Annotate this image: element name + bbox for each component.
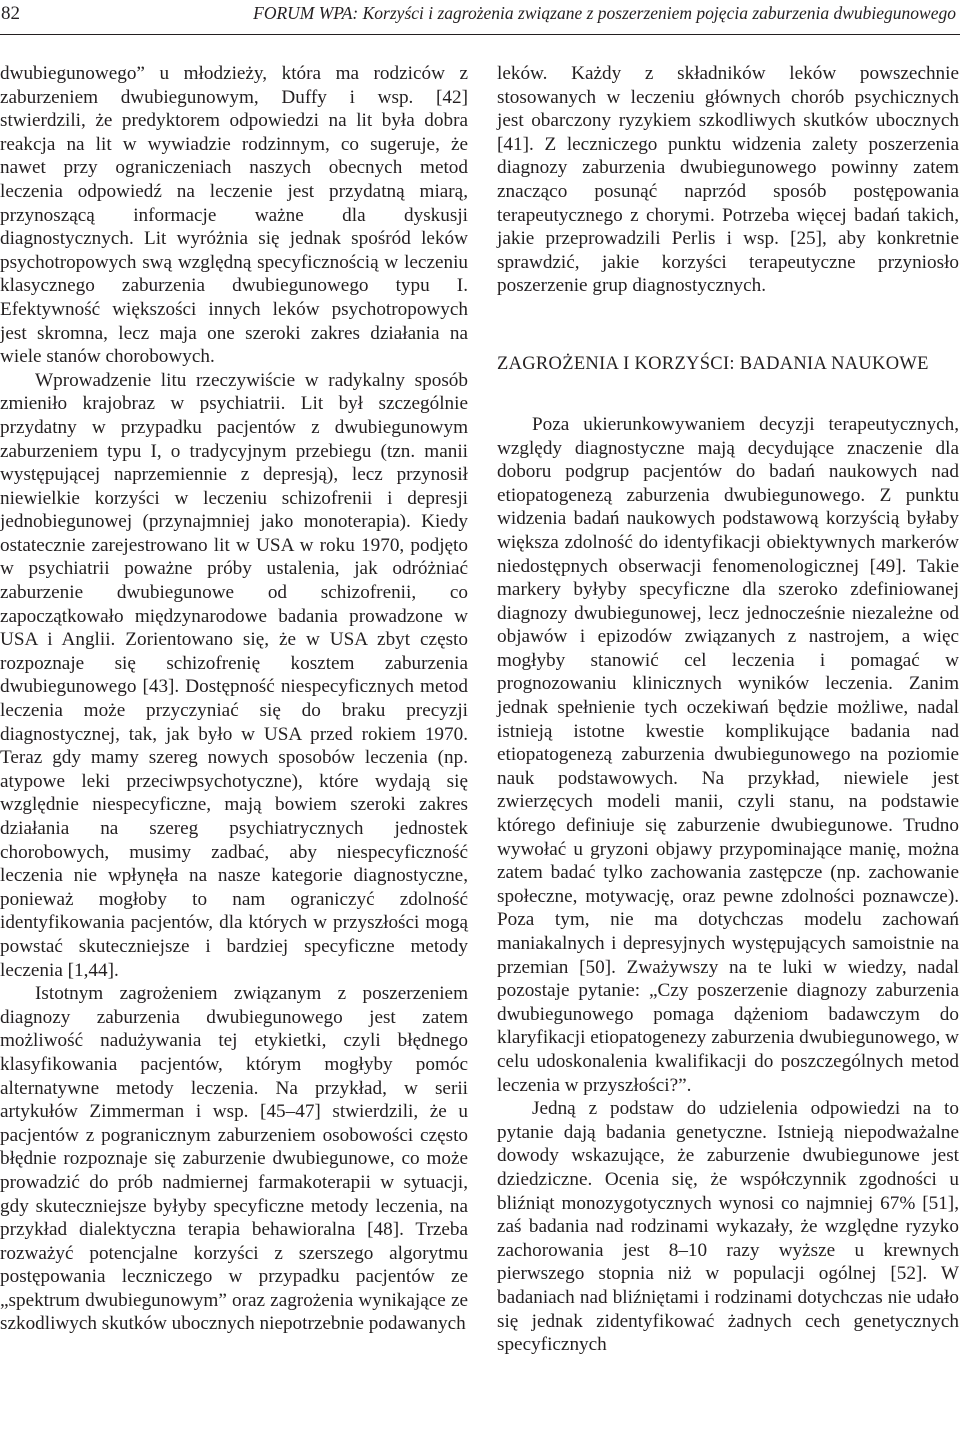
left-column bbox=[0, 62, 468, 1336]
paragraph: Istotnym zagrożeniem związanym z poszerzeniem diagnozy zaburzenia dwubiegunowego jest zatem możliwość nadużywania tej etykietki, czyli błędnego klasyfikowania pacjentów, którym mogłyby pomóc alternatywne metody leczenia. Na przykład, w serii artykułów Zimmerman i wsp. [45–47] stwierdzili, że u pacjentów z pogranicznym zaburzeniem osobowości często błędnie rozpoznaje się zaburzenie dwubiegunowe, co może prowadzić do prób nadmiernej farmakoterapii w sytuacji, gdy skuteczniejsze byłyby specyficzne metody leczenia, na przykład dialektyczna terapia behawioralna [48]. Trzeba rozważyć potencjalne korzyści z szerszego algorytmu postępowania leczniczego w przypadku pacjentów ze „spektrum dwubiegunowym” oraz zagrożenia wynikające ze szkodliwych skutków ubocznych niepotrzebnie podawanych bbox=[0, 983, 468, 1335]
paragraph: Jedną z podstaw do udzielenia odpowiedzi na to pytanie dają badania genetyczne. Istnieją niepodważalne dowody wskazujące, że zaburzenie dwubiegunowe jest dziedziczne. Ocenia się, że współczynnik zgodności u bliźniąt monozygotycznych wynosi co najmniej 67% [51], zaś badania nad rodzinami wykazały, że względne ryzyko zachorowania jest 8–10 razy wyższe u krewnych pierwszego stopnia niż w populacji ogólnej [52]. W badaniach nad bliźniętami i rodzinami dotychczas nie udało się jednak zidentyfikować żadnych cech genetycznych specyficznych bbox=[497, 1098, 959, 1356]
page-number: 82 bbox=[1, 3, 20, 24]
paragraph: leków. Każdy z składników leków powszechnie stosowanych w leczeniu głównych chorób psychicznych jest obarczony ryzykiem szkodliwych skutków ubocznych [41]. Z leczniczego punktu widzenia zalety poszerzenia diagnozy zaburzenia dwubiegunowego powinny zatem znacząco posunąć naprzód sposób postępowania terapeutycznego z chorymi. Potrzeba więcej badań takich, jakie przeprowadzili Perlis i wsp. [25], aby konkretnie sprawdzić, jakie korzyści terapeutyczne przyniosło poszerzenie grup diagnostycznych. bbox=[497, 63, 959, 297]
right-column bbox=[497, 62, 959, 1357]
running-title: FORUM WPA: Korzyści i zagrożenia związane z poszerzeniem pojęcia zaburzenia dwubiegunowego bbox=[253, 3, 956, 23]
paragraph: Poza ukierunkowywaniem decyzji terapeutycznych, względy diagnostyczne mają decydujące znaczenie dla doboru podgrup pacjentów do badań naukowych nad etiopatogenezą zaburzenia dwubiegunowego. Z punktu widzenia badań naukowych podstawową korzyścią byłaby większa zdolność do identyfikacji obiektywnych markerów niedostępnych obserwacji fenomenologicznej [49]. Takie markery byłyby specyficzne dla szeroko zdefiniowanej diagnozy dwubiegunowej, lecz jednocześnie niezależne od objawów i epizodów związanych z nastrojem, a więc mogłyby stanowić cel leczenia i pomagać w prognozowaniu klinicznych wyników leczenia. Zanim jednak spełnienie tych oczekiwań będzie możliwe, nadal istnieją istotne kwestie komplikujące badania nad etiopatogenezą zaburzenia dwubiegunowego na poziomie nauk podstawowych. Na przykład, niewiele jest zwierzęcych modeli manii, czyli stanu, na podstawie którego definiuje się zaburzenie dwubiegunowe. Trudno wywołać u gryzoni objawy przypominające manię, można zatem badać tylko zachowania zastępcze (np. zachowanie społeczne, motywację, oraz pewne zdolności poznawcze). Poza tym, nie ma dotychczas modelu zachowań maniakalnych i depresyjnych występujących samoistnie na przemian [50]. Zważywszy na te luki w wiedzy, nadal pozostaje pytanie: „Czy poszerzenie diagnozy zaburzenia dwubiegunowego pomaga dążeniom badawczym do klaryfikacji etiopatogenezy zaburzenia dwubiegunowego, w celu udoskonalenia kwalifikacji do poszczególnych metod leczenia w przyszłości?”. bbox=[497, 413, 959, 1096]
running-header bbox=[0, 0, 960, 35]
paragraph: Wprowadzenie litu rzeczywiście w radykalny sposób zmieniło krajobraz w psychiatrii. Lit był szczególnie przydatny w przypadku pacjentów z dwubiegunowym zaburzeniem typu I, o tradycyjnym przebiegu (tzn. manii występującej naprzemiennie z depresją), lecz przynosił niewielkie korzyści w leczeniu schizofrenii i depresji jednobiegunowej (przynajmniej jako monoterapia). Kiedy ostatecznie zarejestrowano lit w USA w roku 1970, podjęto w psychiatrii poważne próby ustalenia, jak odróżniać zaburzenie dwubiegunowe od schizofrenii, co zapoczątkowało międzynarodowe badania prowadzone w USA i Anglii. Zorientowano się, że w USA zbyt często rozpoznaje się schizofrenię kosztem zaburzenia dwubiegunowego [43]. Dostępność niespecyficznych metod leczenia może przyczyniać się do braku precyzji diagnostycznej, tak, jak było w USA przed rokiem 1970. Teraz gdy mamy szereg nowych sposobów leczenia (np. atypowe leki przeciwpsychotyczne), które wydają się względnie niespecyficzne, mają bowiem szeroki zakres działania na szereg psychiatrycznych jednostek chorobowych, musimy zadbać, aby niespecyficzność leczenia nie wpłynęła na nasze kategorie diagnostyczne, ponieważ mogłoby to nam ograniczyć zdolność identyfikowania pacjentów, dla których w przyszłości mogą powstać skuteczniejsze i bardziej specyficzne metody leczenia [1,44]. bbox=[0, 369, 468, 981]
section-heading: ZAGROŻENIA I KORZYŚCI: BADANIA NAUKOWE bbox=[497, 353, 929, 374]
paragraph: dwubiegunowego” u młodzieży, która ma rodziców z zaburzeniem dwubiegunowym, Duffy i wsp. [42] stwierdzili, że predyktorem odpowiedzi na lit była dobra reakcja na lit w wywiadzie rodzinnym, co sugeruje, że nawet przy ograniczeniach naszych obecnych metod leczenia odpowiedź na leczenie jest przydatną miarą, przynoszącą informacje ważne dla dyskusji diagnostycznych. Lit wyróżnia się jednak spośród leków psychotropowych swą względną specyficznością w leczeniu klasycznego zaburzenia dwubiegunowego typu I. Efektywność większości innych leków psychotropowych jest skromna, lecz maja one szeroki zakres działania na wiele stanów chorobowych. bbox=[0, 63, 468, 368]
